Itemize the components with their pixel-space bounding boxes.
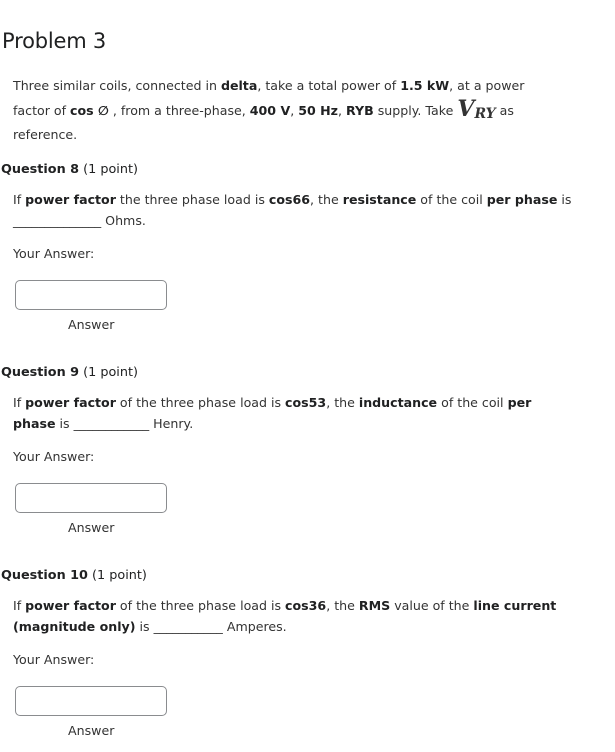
- answer-field-label: Answer: [68, 317, 115, 332]
- intro-voltage: 400 V: [249, 103, 291, 118]
- question-8-text: [13, 189, 573, 231]
- q-bold: RMS: [358, 598, 391, 613]
- q-text: value of the: [390, 598, 474, 613]
- problem-description: [13, 74, 553, 146]
- vry-math: [457, 96, 495, 122]
- q-bold: inductance: [358, 395, 438, 410]
- intro-phase-sequence: RYB: [346, 103, 374, 118]
- intro-text: as reference.: [13, 103, 514, 142]
- answer-field-label: Answer: [68, 520, 115, 535]
- q-bold: resistance: [342, 192, 417, 207]
- q-text: is ___________ Amperes.: [135, 619, 287, 634]
- q-text: the three phase load is: [115, 192, 269, 207]
- q-text: If: [13, 598, 26, 613]
- question-10-text: [13, 595, 573, 637]
- your-answer-label: Your Answer:: [13, 246, 95, 261]
- q-text: , the: [326, 395, 359, 410]
- q-bold: per phase: [486, 192, 558, 207]
- vry-subscript: RY: [474, 106, 496, 122]
- question-9-header: [1, 365, 138, 380]
- q-bold: line current: [473, 598, 557, 613]
- intro-frequency: 50 Hz: [298, 103, 338, 118]
- q-bold: per phase: [13, 395, 532, 431]
- question-8-answer-input[interactable]: [15, 280, 167, 310]
- intro-text: , at a power factor of: [13, 78, 525, 118]
- q-bold: power factor: [25, 192, 116, 207]
- intro-delta: delta: [220, 78, 258, 93]
- q-bold: power factor: [25, 598, 116, 613]
- question-title: Question 10: [1, 568, 88, 583]
- q-text: If: [13, 192, 26, 207]
- q-text: is ______________ Ohms.: [13, 192, 572, 228]
- question-points: (1 point): [87, 568, 147, 583]
- q-bold: cos66: [268, 192, 311, 207]
- q-bold: power factor: [25, 395, 116, 410]
- q-text: of the coil: [437, 395, 508, 410]
- q-text: , the: [310, 192, 343, 207]
- q-text: is ____________ Henry.: [55, 416, 194, 431]
- problem-title: Problem 3: [2, 29, 107, 53]
- your-answer-label: Your Answer:: [13, 652, 95, 667]
- intro-text: supply. Take: [373, 103, 458, 118]
- q-bold: (magnitude only): [13, 619, 136, 634]
- question-points: (1 point): [79, 365, 138, 380]
- intro-text: ,: [290, 103, 299, 118]
- q-bold: cos53: [285, 395, 327, 410]
- answer-field-label: Answer: [68, 723, 115, 738]
- q-text: of the coil: [416, 192, 487, 207]
- intro-text: , from a three-phase,: [108, 103, 250, 118]
- question-title: Question 9: [1, 365, 80, 380]
- question-9-answer-input[interactable]: [15, 483, 167, 513]
- q-text: If: [13, 395, 26, 410]
- vry-symbol: V: [457, 96, 475, 122]
- question-10-header: [1, 568, 147, 583]
- question-8-header: [1, 162, 138, 177]
- question-title: Question 8: [1, 162, 80, 177]
- intro-power: 1.5 kW: [400, 78, 450, 93]
- question-9-text: [13, 392, 573, 434]
- question-points: (1 point): [79, 162, 138, 177]
- intro-text: ,: [337, 103, 346, 118]
- intro-text: , take a total power of: [257, 78, 401, 93]
- q-bold: cos36: [285, 598, 327, 613]
- q-text: of the three phase load is: [115, 395, 286, 410]
- q-text: of the three phase load is: [115, 598, 286, 613]
- intro-power-factor: cos ∅: [70, 103, 109, 118]
- your-answer-label: Your Answer:: [13, 449, 95, 464]
- question-10-answer-input[interactable]: [15, 686, 167, 716]
- intro-text: Three similar coils, connected in: [13, 78, 221, 93]
- q-text: , the: [326, 598, 359, 613]
